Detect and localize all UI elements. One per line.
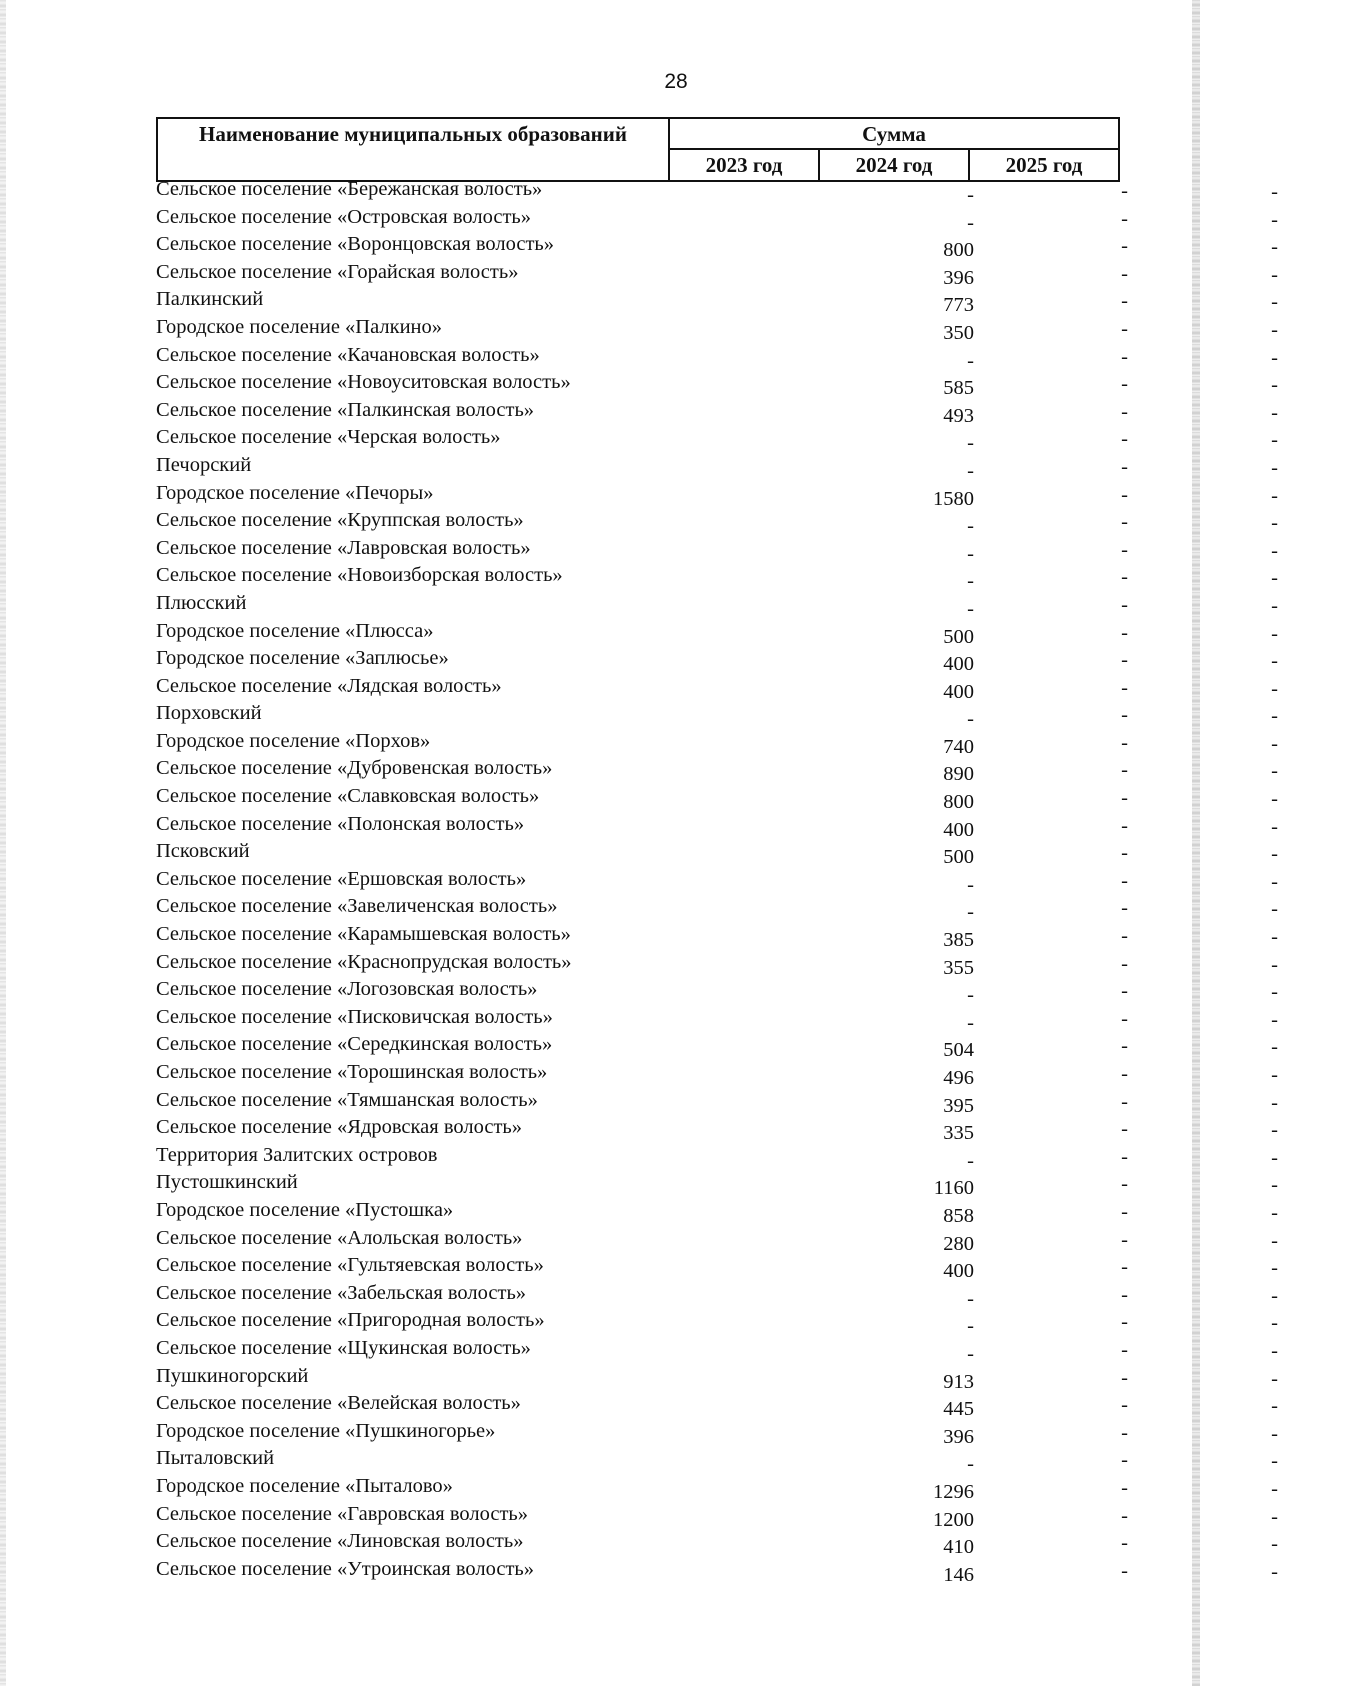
municipality-name: Сельское поселение «Горайская волость» [156,260,519,283]
amount-2024: - [1121,1173,1128,1196]
table-row [154,1198,1278,1227]
table-row [154,1088,1278,1117]
amount-2023: 410 [943,1536,974,1559]
amount-2024: - [1121,621,1128,644]
amount-2023: - [967,1011,974,1034]
amount-2025: - [1271,181,1278,203]
amount-2024: - [1121,180,1128,202]
amount-2023: 1296 [933,1480,974,1503]
amount-2025: - [1271,1339,1278,1362]
amount-2024: - [1121,980,1128,1003]
amount-2023: - [967,184,974,206]
table-row [154,536,1278,565]
amount-2023: 396 [943,1425,974,1448]
amount-2024: - [1121,1063,1128,1085]
amount-2025: - [1271,236,1278,259]
municipality-name: Псковский [156,840,250,863]
scan-edge-left [0,0,6,1686]
amount-2023: 350 [943,321,974,344]
amount-2024: - [1121,814,1128,837]
amount-2023: 1160 [933,1177,974,1200]
table-row [154,1474,1278,1503]
municipality-name: Сельское поселение «Утроинская волость» [156,1557,534,1580]
table-row [154,1005,1278,1034]
amount-2025: - [1271,677,1278,700]
municipality-name: Сельское поселение «Пригородная волость» [156,1309,545,1332]
municipality-name: Городское поселение «Палкино» [156,315,443,338]
municipality-name: Сельское поселение «Велейская волость» [156,1392,521,1415]
amount-2024: - [1121,455,1128,478]
amount-2024: - [1121,676,1128,699]
amount-2025: - [1271,1505,1278,1528]
amount-2024: - [1121,1256,1128,1279]
amount-2024: - [1121,731,1128,754]
amount-2024: - [1121,897,1128,920]
table-row [154,481,1278,510]
amount-2024: - [1121,1504,1128,1527]
amount-2023: - [967,349,974,372]
table-row [154,923,1278,952]
municipality-name: Сельское поселение «Полонская волость» [156,812,525,835]
amount-2024: - [1121,262,1128,285]
table-row [154,1143,1278,1172]
municipality-name: Территория Залитских островов [156,1143,438,1166]
amount-2023: 858 [943,1204,974,1227]
amount-2023: 395 [943,1094,974,1117]
amount-2025: - [1271,374,1278,397]
amount-2024: - [1121,649,1128,672]
table-row [154,1061,1278,1089]
amount-2025: - [1271,926,1278,949]
table-row [154,812,1278,841]
amount-2025: - [1271,208,1278,231]
amount-2025: - [1271,1036,1278,1059]
amount-2024: - [1121,842,1128,865]
municipality-name: Палкинский [156,288,264,311]
amount-2025: - [1271,291,1278,314]
municipality-name: Сельское поселение «Островская волость» [156,205,532,228]
header-year-2023: 2023 год [670,150,820,180]
amount-2024: - [1121,317,1128,340]
table-row [154,1447,1278,1476]
table-row [154,1364,1278,1393]
amount-2025: - [1271,263,1278,286]
amount-2025: - [1271,567,1278,590]
amount-2024: - [1121,1118,1128,1141]
municipality-name: Городское поселение «Пушкиногорье» [156,1419,496,1442]
amount-2024: - [1121,1228,1128,1251]
amount-2023: 400 [943,1260,974,1283]
municipality-name: Сельское поселение «Торошинская волость» [156,1061,548,1083]
municipality-name: Городское поселение «Плюсса» [156,619,434,642]
amount-2023: - [967,1315,974,1338]
amount-2023: - [967,873,974,896]
amount-2025: - [1271,346,1278,369]
amount-2024: - [1121,925,1128,948]
amount-2025: - [1271,1257,1278,1280]
amount-2025: - [1271,512,1278,535]
table-row [154,564,1278,593]
table-row [154,426,1278,455]
amount-2023: 500 [943,625,974,648]
municipality-name: Сельское поселение «Ершовская волость» [156,867,527,890]
table-header [156,117,1120,182]
amount-2023: - [967,1342,974,1365]
amount-2025: - [1271,1533,1278,1556]
table-row [154,1171,1278,1200]
table-row [154,343,1278,372]
municipality-name: Сельское поселение «Тямшанская волость» [156,1088,538,1111]
amount-2024: - [1121,1338,1128,1361]
amount-2023: 504 [943,1039,974,1062]
amount-2025: - [1271,484,1278,507]
amount-2025: - [1271,732,1278,755]
municipality-name: Городское поселение «Печоры» [156,481,434,504]
amount-2023: - [967,984,974,1007]
municipality-name: Сельское поселение «Карамышевская волость» [156,923,571,946]
municipality-name: Сельское поселение «Новоизборская волость» [156,564,563,587]
amount-2023: 890 [943,763,974,786]
amount-2023: 493 [943,404,974,427]
amount-2024: - [1121,345,1128,368]
amount-2025: - [1271,705,1278,728]
amount-2023: 913 [943,1370,974,1393]
amount-2024: - [1121,593,1128,616]
municipality-name: Печорский [156,453,252,476]
municipality-name: Сельское поселение «Бережанская волость» [156,178,543,200]
amount-2023: 585 [943,377,974,400]
amount-2025: - [1271,539,1278,562]
amount-2023: - [967,597,974,620]
municipality-name: Пушкиногорский [156,1364,309,1387]
municipality-name: Сельское поселение «Палкинская волость» [156,398,535,421]
amount-2025: - [1271,622,1278,645]
municipality-name: Сельское поселение «Новоуситовская волость» [156,371,571,394]
amount-2025: - [1271,1201,1278,1224]
municipality-name: Сельское поселение «Завеличенская волость» [156,895,558,918]
amount-2025: - [1271,1008,1278,1031]
amount-2024: - [1121,290,1128,313]
amount-2025: - [1271,594,1278,617]
amount-2025: - [1271,1477,1278,1500]
amount-2024: - [1121,787,1128,810]
header-year-2024: 2024 год [820,150,970,180]
municipality-name: Сельское поселение «Щукинская волость» [156,1336,531,1359]
municipality-name: Сельское поселение «Середкинская волость» [156,1033,553,1056]
header-name-column: Наименование муниципальных образований [158,119,670,180]
municipality-name: Сельское поселение «Писковичская волость» [156,1005,553,1028]
municipality-name: Пустошкинский [156,1171,298,1194]
amount-2023: - [967,1287,974,1310]
amount-2024: - [1121,1200,1128,1223]
amount-2023: 280 [943,1232,974,1255]
amount-2025: - [1271,1119,1278,1142]
amount-2024: - [1121,1476,1128,1499]
amount-2025: - [1271,1091,1278,1114]
amount-2023: 385 [943,929,974,952]
municipality-name: Пыталовский [156,1447,275,1470]
amount-2024: - [1121,869,1128,892]
amount-2023: 800 [943,791,974,814]
amount-2024: - [1121,1283,1128,1306]
municipality-name: Сельское поселение «Дубровенская волость» [156,757,553,780]
municipality-name: Сельское поселение «Черская волость» [156,426,501,449]
table-row [154,840,1278,869]
amount-2025: - [1271,1367,1278,1390]
amount-2024: - [1121,1421,1128,1444]
table-row [154,178,1278,206]
amount-2025: - [1271,843,1278,866]
amount-2024: - [1121,1145,1128,1168]
table-row [154,1033,1278,1062]
amount-2023: 355 [943,956,974,979]
amount-2024: - [1121,1559,1128,1582]
table-row [154,591,1278,620]
amount-2025: - [1271,815,1278,838]
amount-2023: 335 [943,1122,974,1145]
amount-2024: - [1121,1532,1128,1555]
amount-2025: - [1271,1395,1278,1418]
amount-2024: - [1121,428,1128,451]
table-row [154,757,1278,786]
amount-2023: 396 [943,266,974,289]
table-row [154,205,1278,234]
table-row [154,371,1278,400]
municipality-name: Сельское поселение «Гавровская волость» [156,1502,529,1525]
table-row [154,315,1278,344]
table-row [154,647,1278,676]
municipality-name: Плюсский [156,591,247,614]
amount-2025: - [1271,788,1278,811]
amount-2024: - [1121,759,1128,782]
table-row [154,233,1278,262]
municipality-name: Сельское поселение «Гультяевская волость» [156,1254,544,1277]
table-row [154,1557,1278,1586]
header-sum-column: Сумма [670,119,1118,150]
amount-2025: - [1271,1422,1278,1445]
municipality-name: Сельское поселение «Линовская волость» [156,1530,524,1553]
amount-2023: 500 [943,846,974,869]
amount-2024: - [1121,566,1128,589]
amount-2023: - [967,570,974,593]
amount-2023: 1200 [933,1508,974,1531]
table-row [154,619,1278,648]
table-row [154,950,1278,979]
table-row [154,398,1278,427]
amount-2025: - [1271,1312,1278,1335]
municipality-name: Сельское поселение «Качановская волость» [156,343,540,366]
amount-2025: - [1271,760,1278,783]
amount-2025: - [1271,401,1278,424]
amount-2023: - [967,542,974,565]
amount-2023: - [967,211,974,234]
municipality-name: Сельское поселение «Алольская волость» [156,1226,523,1249]
amount-2024: - [1121,483,1128,506]
amount-2025: - [1271,650,1278,673]
amount-2023: 740 [943,735,974,758]
amount-2024: - [1121,704,1128,727]
amount-2023: - [967,1149,974,1172]
table-row [154,674,1278,703]
amount-2023: 400 [943,818,974,841]
table-row [154,509,1278,538]
municipality-name: Сельское поселение «Лядская волость» [156,674,502,697]
amount-2023: 800 [943,239,974,262]
page-number: 28 [664,70,688,93]
municipality-name: Городское поселение «Пыталово» [156,1474,453,1497]
amount-2023: 496 [943,1067,974,1089]
amount-2023: 445 [943,1398,974,1421]
amount-2023: 773 [943,294,974,317]
amount-2025: - [1271,429,1278,452]
amount-2025: - [1271,1174,1278,1197]
amount-2024: - [1121,1366,1128,1389]
amount-2025: - [1271,318,1278,341]
municipality-name: Сельское поселение «Лавровская волость» [156,536,531,559]
amount-2024: - [1121,1035,1128,1058]
amount-2024: - [1121,1311,1128,1334]
municipality-name: Сельское поселение «Краснопрудская волость» [156,950,572,973]
amount-2025: - [1271,898,1278,921]
amount-2023: 400 [943,680,974,703]
table-row [154,1502,1278,1531]
amount-2025: - [1271,870,1278,893]
table-row [154,895,1278,924]
municipality-name: Сельское поселение «Славковская волость» [156,785,540,808]
amount-2024: - [1121,373,1128,396]
table-row [154,1281,1278,1310]
amount-2024: - [1121,400,1128,423]
municipality-name: Городское поселение «Заплюсье» [156,647,449,670]
municipality-name: Сельское поселение «Забельская волость» [156,1281,527,1304]
table-row [154,1392,1278,1421]
amount-2023: - [967,515,974,538]
table-row [154,785,1278,814]
municipality-name: Сельское поселение «Логозовская волость» [156,978,538,1001]
table-row [154,1254,1278,1283]
amount-2023: - [967,432,974,455]
amount-2023: - [967,459,974,482]
table-row [154,1336,1278,1365]
amount-2025: - [1271,1229,1278,1252]
amount-2024: - [1121,207,1128,230]
municipality-name: Городское поселение «Порхов» [156,729,431,752]
municipality-name: Городское поселение «Пустошка» [156,1198,454,1221]
table-row [154,260,1278,289]
amount-2025: - [1271,1450,1278,1473]
amount-2023: - [967,1453,974,1476]
table-body [154,178,1278,1586]
amount-2023: - [967,708,974,731]
amount-2024: - [1121,235,1128,258]
table-row [154,1419,1278,1448]
amount-2023: 146 [943,1563,974,1586]
table-row [154,1309,1278,1338]
amount-2025: - [1271,1560,1278,1583]
amount-2024: - [1121,511,1128,534]
municipality-name: Сельское поселение «Круппская волость» [156,509,524,532]
amount-2025: - [1271,456,1278,479]
table-row [154,702,1278,731]
table-row [154,867,1278,896]
amount-2024: - [1121,952,1128,975]
amount-2025: - [1271,953,1278,976]
amount-2025: - [1271,1284,1278,1307]
header-year-2025: 2025 год [1005,153,1083,177]
amount-2024: - [1121,1394,1128,1417]
amount-2024: - [1121,1449,1128,1472]
table-row [154,729,1278,758]
amount-2024: - [1121,1090,1128,1113]
municipality-name: Сельское поселение «Воронцовская волость» [156,233,555,256]
table-row [154,1226,1278,1255]
amount-2024: - [1121,1007,1128,1030]
table-row [154,978,1278,1007]
municipality-name: Порховский [156,702,262,725]
table-row [154,1530,1278,1559]
municipality-name: Сельское поселение «Ядровская волость» [156,1116,522,1139]
amount-2023: - [967,901,974,924]
amount-2024: - [1121,538,1128,561]
table-row [154,453,1278,482]
amount-2023: 400 [943,653,974,676]
amount-2025: - [1271,1146,1278,1169]
amount-2023: 1580 [933,487,974,510]
table-row [154,1116,1278,1145]
table-row [154,288,1278,317]
amount-2025: - [1271,981,1278,1004]
amount-2025: - [1271,1064,1278,1086]
